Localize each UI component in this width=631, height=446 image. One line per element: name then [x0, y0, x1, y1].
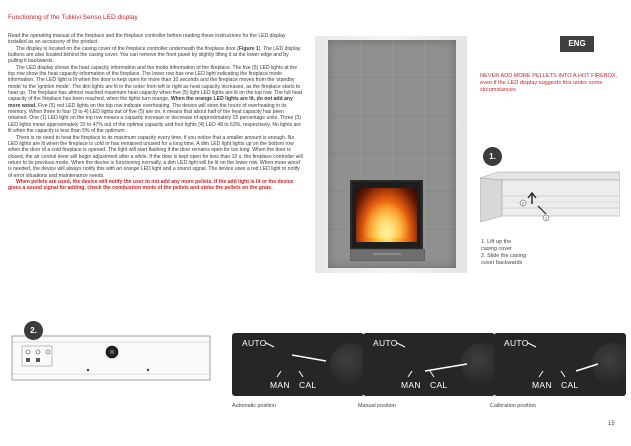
callout-1: 1 — [544, 215, 548, 221]
cal-label: CAL — [430, 380, 448, 390]
caption-manual: Manual position — [358, 403, 396, 409]
language-badge: ENG — [560, 36, 594, 52]
caption-calibration: Calibration position — [490, 403, 536, 409]
knob-pointer — [576, 364, 598, 371]
step-1-instructions: 1. Lift up the casing cover 2. Slide the casing cover backwards — [481, 239, 526, 266]
knob-panel-calibration — [494, 333, 626, 396]
heat-capacity-paragraph: The LED display shows the heat capacity information and the mode information of the fireplace. The five (5) LED lights at the top row show the heat capacity information of the fireplace. The lower row has one LED light indicating the fireplace mode information. The LED light is lit when the door is kept open for more than 10 seconds and the fireplace moves from the 'standby mode' to the 'ignition mode'. The dim lights are lit in the order from left to right as heat capacity increases, as the fireplace starts to heat up. The fireplace has almost reached maximum heat capacity when five (5) light LED lights are lit on the top row. The full heat capacity of the fireplace has been reached, when the lights turn orange. When the orange LED lights are lit, do not add any more wood. Five (5) red LED lights on the top row indicate overheating. The device will store the hours of overheating in its memory. When three to four (3 to 4) LED lights out of five (5) are on, it means that about half of the heat capacity has been retained. One (1) LED light on the top row means a capacity increase or decrease of approximately 15 percentage units. Three (3) LED lights mean approximately 32 to 47% out of the optimal capacity and four lights (4) LED 48 to 63%, respectively. No lights are lit when the capacity is less than 5% of the optimum. — [8, 64, 302, 135]
cold-fireplace-paragraph: There is no need to heat the fireplace to its maximum capacity every time, if you notice that a smaller amount is enough. No LED lights are lit when the fireplace is cold or has remained unused for a long time. A dim LED light lights up on the bottom row when the door of a cold fireplace is opened. The light will start flashing if the door remains open for too long. When the door is closed, the air control lever will begin adjustment after a while. If the door is kept open for less than 10 s, the fireplace controller will return to its previous mode. When the device is functioning normally, a dim LED light will be lit on the lower row. When more wood is needed, the device will always notify this with an orange LED light and a sound signal. The device uses a red LED light to notify of error situations and maintenance needs. — [8, 134, 303, 179]
man-label: MAN — [270, 380, 290, 390]
controller-button-illustration — [8, 330, 214, 386]
man-label: MAN — [532, 380, 552, 390]
instructions-body — [8, 33, 304, 192]
callout-2: 2 — [521, 200, 525, 206]
fireplace-door — [350, 180, 423, 250]
step-2-badge: 2. — [24, 321, 43, 340]
display-location-paragraph: The display is located on the casing cover of the fireplace controller underneath the fireplace door (Figure 1). The LED display buttons are also located behind the casing cover. You can remove the front panel by slightly lifting it at the lower edge and by pulling it backwards. — [8, 45, 301, 65]
caption-automatic: Automatic position — [232, 403, 277, 409]
knob-pointer — [292, 355, 326, 361]
casing-cover-illustration — [480, 170, 620, 228]
controller-casing-cover — [350, 249, 425, 261]
step-1-badge: 1. — [483, 147, 502, 166]
auto-label: AUTO — [504, 338, 529, 348]
knob-panel-automatic — [232, 333, 364, 396]
pellets-paragraph: When pellets are used, the device will notify the user to not add any more pellets. If the add light is lit or the device gives a sound signal for adding, check the combustion mode of the pellets and stoke the pellets on the grate. — [8, 178, 294, 192]
page-number: 15 — [608, 421, 615, 427]
page-title: Functioning of the Tulikivi Senso LED display — [8, 14, 138, 21]
pellet-warning: NEVER ADD MORE PELLETS INTO A HOT FIREBOX, even if the LED display suggests this under some circumstances — [480, 73, 618, 93]
auto-label: AUTO — [373, 338, 398, 348]
no-more-wood-warning: When the orange LED lights are lit, do not add any more wood. — [8, 96, 293, 109]
man-label: MAN — [401, 380, 421, 390]
knob-panel-manual — [363, 333, 495, 396]
cal-label: CAL — [299, 380, 317, 390]
fireplace-photo — [315, 36, 467, 273]
figure-reference: Figure 1 — [238, 45, 259, 52]
intro-paragraph: Read the operating manual of the fireplace and the fireplace controller before reading these instructions for the LED display installed as an accessory of the product. — [8, 33, 286, 46]
auto-label: AUTO — [242, 338, 267, 348]
knob-pointer — [425, 364, 467, 371]
cal-label: CAL — [561, 380, 579, 390]
